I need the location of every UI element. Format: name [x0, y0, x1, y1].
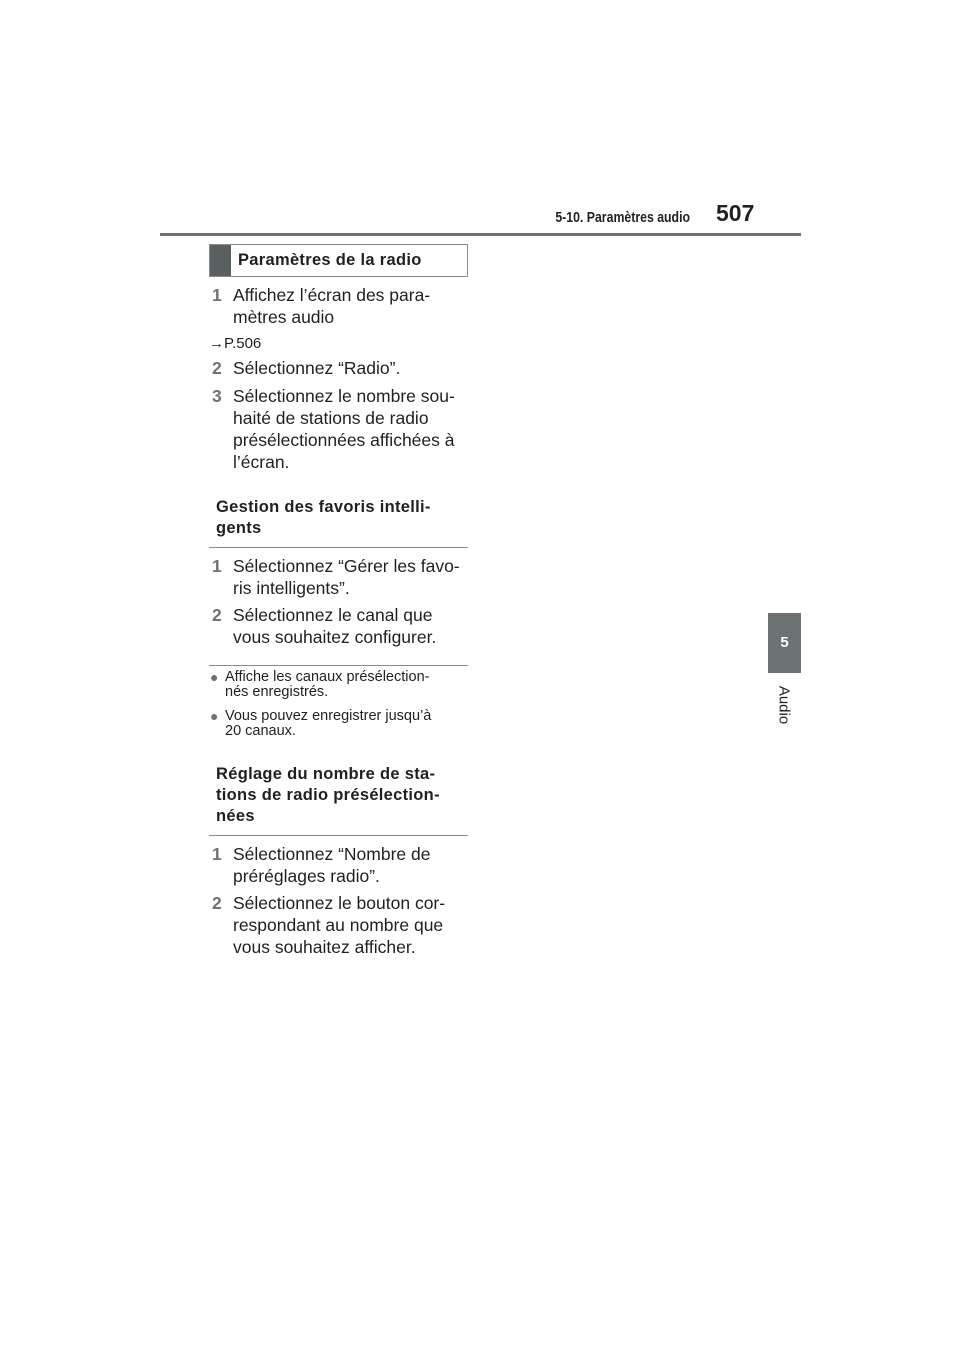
bullet-icon: ●: [210, 669, 219, 685]
note-item: [209, 709, 469, 739]
step-number: 1: [212, 556, 222, 576]
page-number: 507: [716, 200, 755, 226]
step-number: 2: [212, 358, 222, 378]
section-radio-settings: [209, 244, 468, 277]
section-heading-radio-text: Paramètres de la radio: [238, 251, 422, 269]
step-presets-1: [209, 843, 469, 887]
step-text: Sélectionnez le nombre sou- haité de stations de radio présélectionnées affichées à l’écran.: [233, 386, 455, 472]
section-preset-count: [209, 764, 468, 836]
step-favorites-2: [209, 604, 469, 648]
bullet-icon: ●: [210, 708, 219, 724]
note-item: [209, 670, 469, 700]
step-presets-2: [209, 892, 469, 958]
step-text: Sélectionnez le bouton cor- respondant au nombre que vous souhaitez afficher.: [233, 893, 446, 957]
heading-bar: [210, 245, 231, 276]
note-divider: [209, 665, 468, 666]
step-text: Sélectionnez le canal que vous souhaitez configurer.: [233, 605, 437, 647]
step-text: Sélectionnez “Gérer les favo- ris intelligents”.: [233, 556, 460, 598]
chapter-label-text: Audio: [775, 685, 793, 725]
page-reference: →P.506: [209, 335, 262, 352]
chapter-tab: 5: [768, 613, 801, 673]
chapter-label: [766, 685, 802, 725]
note-text: Affiche les canaux présélection- nés enregistrés.: [225, 669, 430, 700]
step-number: 2: [212, 893, 222, 913]
section-heading-favorites: Gestion des favoris intelli- gents: [209, 497, 468, 548]
step-text: Sélectionnez “Radio”.: [233, 358, 401, 378]
step-radio-1: [209, 284, 469, 328]
step-text: Sélectionnez “Nombre de préréglages radio”.: [233, 844, 431, 886]
step-number: 1: [212, 285, 222, 305]
note-text: Vous pouvez enregistrer jusqu’à 20 canaux.: [225, 708, 432, 739]
section-smart-favorites: [209, 497, 468, 548]
step-number: 3: [212, 386, 222, 406]
section-heading-radio: [209, 244, 468, 277]
step-text: Affichez l’écran des para- mètres audio: [233, 285, 431, 327]
section-header-title: 5-10. Paramètres audio: [555, 209, 690, 226]
step-radio-3: [209, 385, 469, 473]
header-rule: [160, 233, 801, 236]
step-favorites-1: [209, 555, 469, 599]
section-heading-presets: Réglage du nombre de sta- tions de radio présélection- nées: [209, 764, 468, 836]
step-number: 1: [212, 844, 222, 864]
step-number: 2: [212, 605, 222, 625]
step-radio-2: [209, 357, 469, 379]
